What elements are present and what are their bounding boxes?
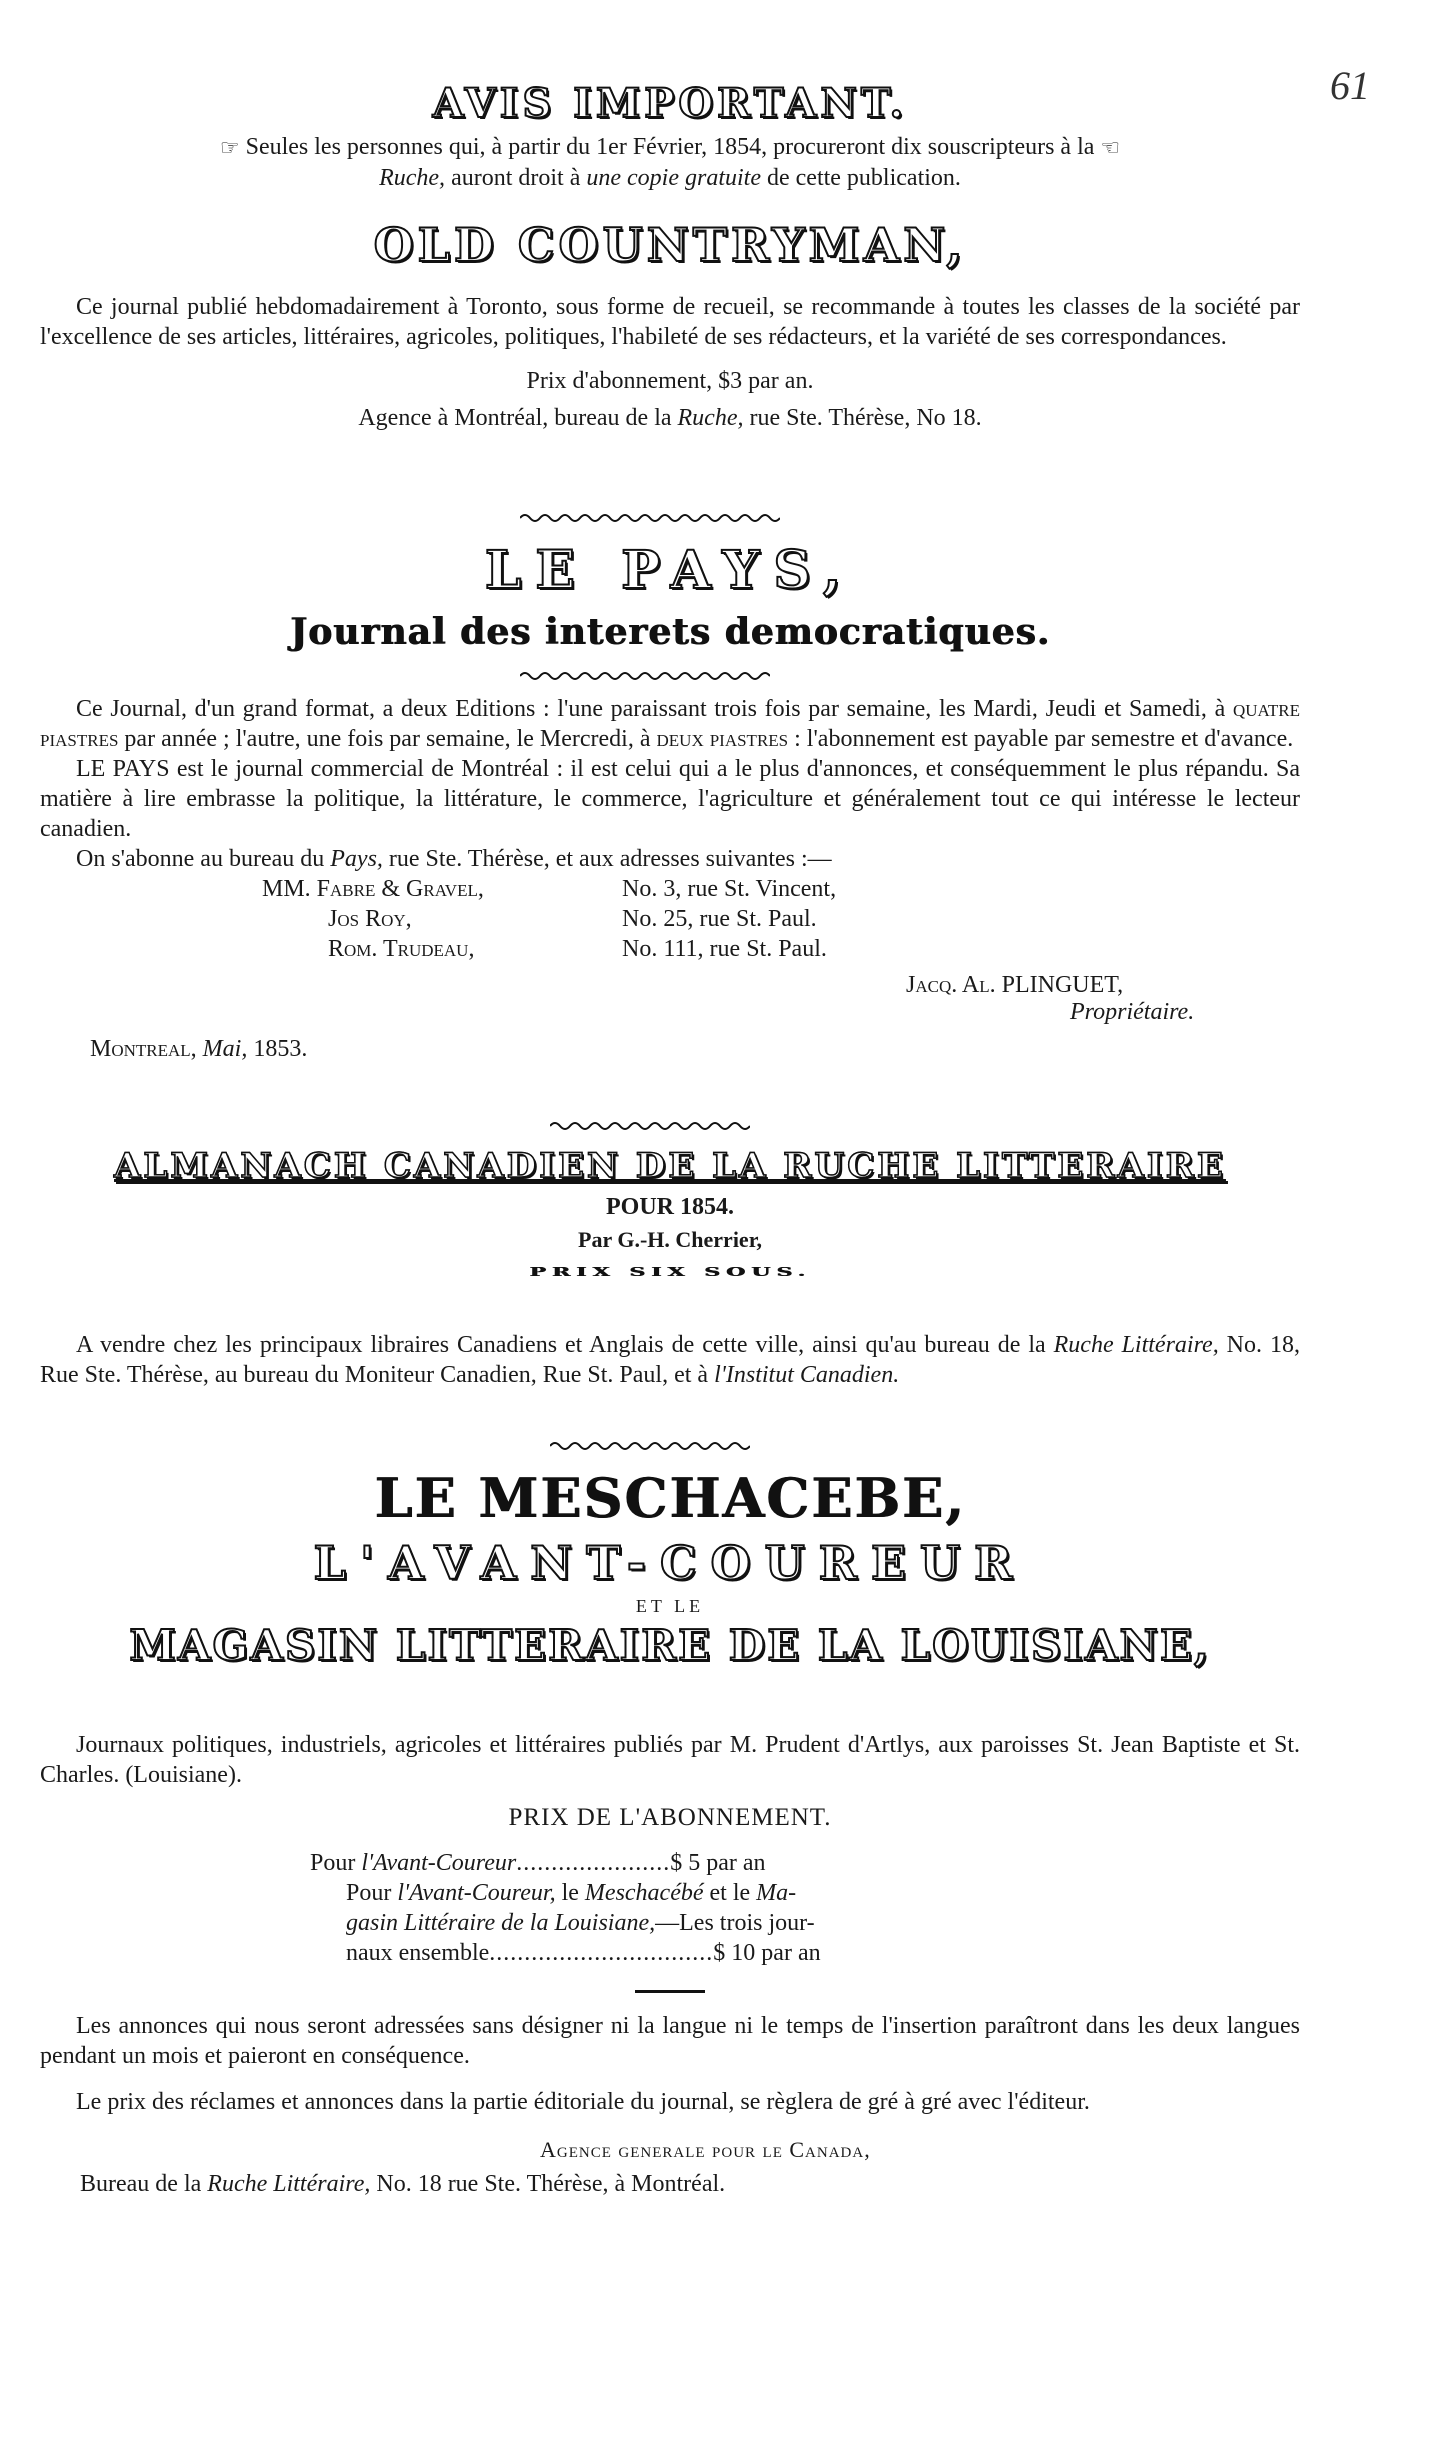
price-row-1-b: l'Avant-Coureur <box>361 1850 517 1876</box>
address-row <box>262 874 836 904</box>
pays-signer-role: Propriétaire. <box>1070 999 1195 1025</box>
pays-dateline <box>90 1036 1300 1063</box>
wavy-divider <box>550 1440 750 1452</box>
meschacebe-section <box>40 1730 1300 2198</box>
almanach-title-block <box>40 1146 1300 1285</box>
price-row-2-c: le <box>555 1880 585 1906</box>
countryman-agency-a: Agence à Montréal, bureau de la <box>358 405 678 431</box>
almanach-body-d: l'Institut Canadien. <box>714 1362 900 1388</box>
pays-section <box>40 694 1300 1063</box>
meschacebe-body: Journaux politiques, industriels, agricoles et littéraires publiés par M. Prudent d'Artlys, aux paroisses St. Jean Baptiste et St. Charles. (Louisiane). <box>40 1732 1300 1788</box>
pays-p3 <box>40 844 1300 874</box>
avis-ruche: Ruche, <box>379 165 446 192</box>
meschacebe-title2: L'AVANT-COUREUR <box>313 1536 1027 1590</box>
price-list <box>310 1848 1030 1968</box>
pointing-hand-right-icon: ☞ <box>219 135 240 161</box>
almanach-pour: POUR 1854. <box>606 1194 734 1220</box>
pays-subtitle: Journal des interets democratiques. <box>289 611 1051 653</box>
address-name: Rom. Trudeau, <box>328 936 475 962</box>
avis-text-end: de cette publication. <box>760 165 961 192</box>
price-row-2 <box>310 1878 1030 1908</box>
avis-title-block <box>40 80 1300 127</box>
countryman-title: OLD COUNTRYMAN, <box>373 218 967 272</box>
agency-line <box>80 2171 1300 2198</box>
agency-c: No. 18 rue Ste. Thérèse, à Montréal. <box>370 2171 726 2197</box>
price-row-2-d: Meschacébé <box>584 1880 704 1906</box>
pays-p1-b: quatre piastres <box>40 696 1300 752</box>
price-row-1-price: $ 5 par an <box>670 1850 766 1876</box>
pays-signer: Jacq. Al. PLINGUET, <box>906 972 1124 998</box>
almanach-body-a: A vendre chez les principaux libraires Canadiens et Anglais de cette ville, ainsi qu'au bureau de la <box>76 1332 1054 1358</box>
almanach-author: Par G.-H. Cherrier, <box>578 1227 762 1252</box>
pays-p1 <box>40 694 1300 754</box>
price-row-2-g: gasin Littéraire de la Louisiane, <box>346 1910 656 1936</box>
short-rule <box>635 1990 705 1993</box>
avis-line1: Seules les personnes qui, à partir du 1er Février, 1854, procureront dix souscripteurs à la <box>245 134 1095 160</box>
price-row-2-e: et le <box>703 1880 757 1906</box>
price-row-2-a: Pour <box>346 1880 398 1906</box>
address-name: Jos Roy, <box>328 906 412 932</box>
address-street: No. 3, rue St. Vincent, <box>622 876 837 902</box>
meschacebe-title-block <box>40 1466 1300 1670</box>
pointing-hand-left-icon: ☜ <box>1100 135 1121 161</box>
pays-p3-c: rue Ste. Thérèse, et aux adresses suivantes :— <box>382 846 832 872</box>
avis-notice <box>40 132 1300 193</box>
agency-title: Agence generale pour le Canada, <box>540 2137 871 2162</box>
countryman-title-block <box>40 218 1300 272</box>
wavy-divider <box>520 512 780 524</box>
price-row-2-dots: ................................ <box>489 1940 714 1966</box>
countryman-agency <box>40 405 1300 432</box>
meschacebe-title3: MAGASIN LITTERAIRE DE LA LOUISIANE, <box>129 1621 1211 1670</box>
countryman-price: Prix d'abonnement, $3 par an. <box>526 368 814 394</box>
note-2: Le prix des réclames et annonces dans la partie éditoriale du journal, se règlera de gré à gré avec l'éditeur. <box>76 2089 1090 2115</box>
almanach-body-b: Ruche Littéraire, <box>1053 1332 1219 1358</box>
pays-dateline-c: 1853. <box>247 1036 308 1062</box>
address-street: No. 111, rue St. Paul. <box>622 936 827 962</box>
almanach-body-c: No. 18, Rue Ste. Thérèse, au bureau du Moniteur Canadien, Rue St. Paul, et à <box>40 1332 1300 1388</box>
address-row <box>262 904 836 934</box>
countryman-agency-c: rue Ste. Thérèse, No 18. <box>743 405 982 431</box>
almanach-price: PRIX SIX SOUS. <box>529 1264 811 1280</box>
pays-p1-e: : l'abonnement est payable par semestre et d'avance. <box>788 726 1294 752</box>
price-row-1-a: Pour <box>310 1850 362 1876</box>
price-row-2-i: naux ensemble <box>346 1940 490 1966</box>
countryman-agency-b: Ruche, <box>677 405 744 431</box>
pays-p3-a: On s'abonne au bureau du <box>76 846 331 872</box>
countryman-body: Ce journal publié hebdomadairement à Toronto, sous forme de recueil, se recommande à toutes les classes de la société par l'excellence de ses articles, littéraires, agricoles, politiques, l'habileté de ses rédacteurs, et la variété de ses correspondances. <box>40 294 1300 350</box>
price-row-2-b: l'Avant-Coureur, <box>397 1880 556 1906</box>
pays-p1-c: par année ; l'autre, une fois par semaine, le Mercredi, à <box>118 726 657 752</box>
address-table <box>262 874 836 964</box>
pays-p1-d: deux piastres <box>656 726 789 752</box>
address-name: MM. Fabre & Gravel, <box>262 876 484 902</box>
pays-dateline-a: Montreal, <box>90 1036 197 1062</box>
almanach-title: ALMANACH CANADIEN DE LA RUCHE LITTERAIRE <box>114 1146 1226 1186</box>
pays-title-block <box>40 540 1300 653</box>
avis-copie: une copie gratuite <box>586 165 761 192</box>
address-row <box>262 934 836 964</box>
almanach-section <box>40 1330 1300 1390</box>
wavy-divider <box>520 670 770 682</box>
countryman-section <box>40 292 1300 432</box>
pays-p2: LE PAYS est le journal commercial de Montréal : il est celui qui a le plus d'annonces, et conséquemment le plus répandu. Sa matière à lire embrasse la politique, la littérature, le commerce, l'agriculture et généralement tout ce qui intéresse le lecteur canadien. <box>40 756 1300 842</box>
almanach-body <box>40 1330 1300 1390</box>
meschacebe-title1: LE MESCHACEBE, <box>374 1466 966 1530</box>
price-row-2-f: Ma- <box>756 1880 797 1906</box>
pays-dateline-b: Mai, <box>196 1036 248 1062</box>
price-row-2-h: —Les trois jour- <box>655 1910 815 1936</box>
meschacebe-et-le: ET LE <box>635 1596 705 1616</box>
pays-p3-b: Pays, <box>330 846 383 872</box>
note-1: Les annonces qui nous seront adressées sans désigner ni la langue ni le temps de l'insertion paraîtront dans les deux langues pendant un mois et paieront en conséquence. <box>40 2013 1300 2069</box>
price-row-2-cont <box>310 1908 1030 1938</box>
wavy-divider <box>550 1120 750 1132</box>
agency-a: Bureau de la <box>80 2171 208 2197</box>
corner-mark: 61 <box>1330 63 1370 108</box>
prix-title: PRIX DE L'ABONNEMENT. <box>508 1804 832 1831</box>
agency-b: Ruche Littéraire, <box>207 2171 371 2197</box>
avis-title: AVIS IMPORTANT. <box>432 80 908 127</box>
address-street: No. 25, rue St. Paul. <box>622 906 817 932</box>
price-row-1 <box>310 1848 1030 1878</box>
price-row-2-price: $ 10 par an <box>713 1940 821 1966</box>
pays-p1-a: Ce Journal, d'un grand format, a deux Editions : l'une paraissant trois fois par semaine, les Mardi, Jeudi et Samedi, à <box>76 696 1233 722</box>
price-row-2-end <box>310 1938 1030 1968</box>
pays-title: LE PAYS, <box>484 540 856 601</box>
price-row-1-dots: ...................... <box>516 1850 671 1876</box>
avis-text: auront droit à <box>445 165 587 192</box>
